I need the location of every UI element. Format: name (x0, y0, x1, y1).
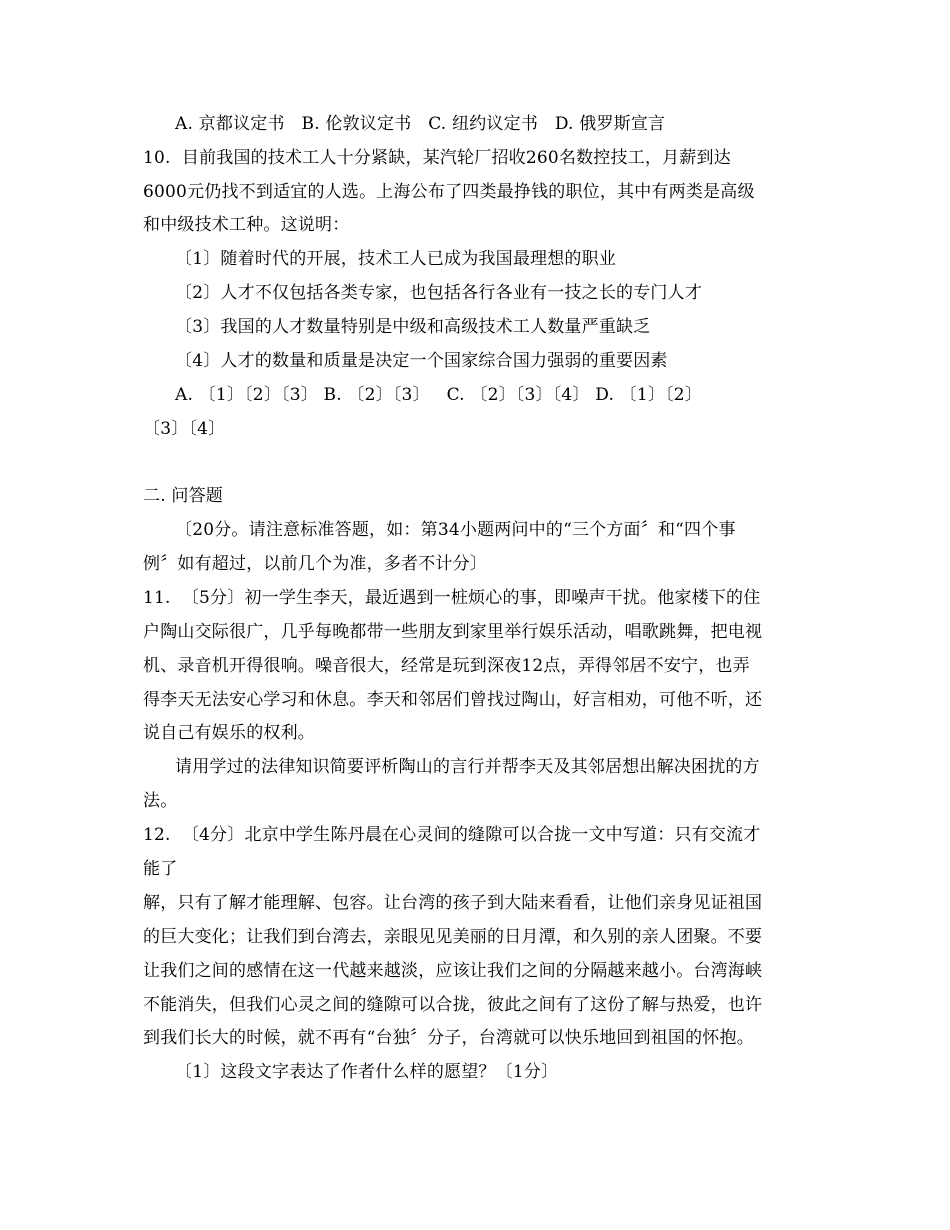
q10-options-line-1: A. 〔1〕〔2〕〔3〕 B. 〔2〕〔3〕 C. 〔2〕〔3〕〔4〕 D. 〔1〕〔2〕 (175, 385, 703, 405)
q10-stem-line-1: 10. 目前我国的技术工人十分紧缺，某汽轮厂招收260名数控技工，月薪到达 (143, 148, 731, 168)
q10-stem-line-2: 6000元仍找不到适宜的人选。上海公布了四类最挣钱的职位，其中有两类是高级 (143, 182, 755, 202)
section-heading: 二. 问答题 (143, 486, 224, 506)
q11-paragraph-line-5: 说自己有娱乐的权利。 (143, 723, 315, 743)
q10-statement-3: 〔3〕我国的人才数量特别是中级和高级技术工人数量严重缺乏 (175, 317, 651, 337)
q12-paragraph-line-1: 12. 〔4分〕北京中学生陈丹晨在心灵间的缝隙可以合拢一文中写道：只有交流才 (143, 825, 761, 845)
q12-paragraph-line-6: 不能消失，但我们心灵之间的缝隙可以合拢，彼此之间有了这份了解与热爱，也许 (143, 995, 763, 1015)
q11-paragraph-line-2: 户陶山交际很广，几乎每晚都带一些朋友到家里举行娱乐活动，唱歌跳舞，把电视 (143, 622, 763, 642)
section-note-line-1: 〔20分。请注意标准答题，如：第34小题两问中的“三个方面〞和“四个事 (175, 520, 736, 540)
q11-question-line-1: 请用学过的法律知识简要评析陶山的言行并帮李天及其邻居想出解决困扰的方 (175, 757, 760, 777)
q9-options: A. 京都议定书 B. 伦敦议定书 C. 纽约议定书 D. 俄罗斯宣言 (175, 114, 666, 134)
section-note-line-2: 例〞如有超过，以前几个为准，多者不计分〕 (143, 554, 487, 574)
q12-paragraph-line-7: 到我们长大的时候，就不再有“台独〞分子，台湾就可以快乐地回到祖国的怀抱。 (143, 1028, 754, 1048)
q11-paragraph-line-1: 11. 〔5分〕初一学生李天，最近遇到一桩烦心的事，即噪声干扰。他家楼下的住 (143, 588, 761, 608)
q12-paragraph-line-3: 解，只有了解才能理解、包容。让台湾的孩子到大陆来看看，让他们亲身见证祖国 (143, 893, 763, 913)
q11-paragraph-line-4: 得李天无法安心学习和休息。李天和邻居们曾找过陶山，好言相劝，可他不听，还 (143, 690, 763, 710)
q11-paragraph-line-3: 机、录音机开得很响。噪音很大，经常是玩到深夜12点，弄得邻居不安宁，也弄 (143, 656, 750, 676)
q10-statement-4: 〔4〕人才的数量和质量是决定一个国家综合国力强弱的重要因素 (175, 351, 668, 371)
q12-sub-question-1: 〔1〕这段文字表达了作者什么样的愿望？〔1分〕 (175, 1062, 559, 1082)
q12-paragraph-line-5: 让我们之间的感情在这一代越来越淡，应该让我们之间的分隔越来越小。台湾海峡 (143, 961, 763, 981)
q10-statement-1: 〔1〕随着时代的开展，技术工人已成为我国最理想的职业 (175, 249, 617, 269)
q10-statement-2: 〔2〕人才不仅包括各类专家，也包括各行各业有一技之长的专门人才 (175, 283, 703, 303)
q10-stem-line-3: 和中级技术工种。这说明： (143, 215, 350, 235)
q11-question-line-2: 法。 (143, 791, 178, 811)
q10-options-line-2: 〔3〕〔4〕 (143, 419, 226, 439)
q12-paragraph-line-4: 的巨大变化；让我们到台湾去，亲眼见见美丽的日月潭，和久别的亲人团聚。不要 (143, 927, 763, 947)
q12-paragraph-line-2: 能了 (143, 859, 178, 879)
